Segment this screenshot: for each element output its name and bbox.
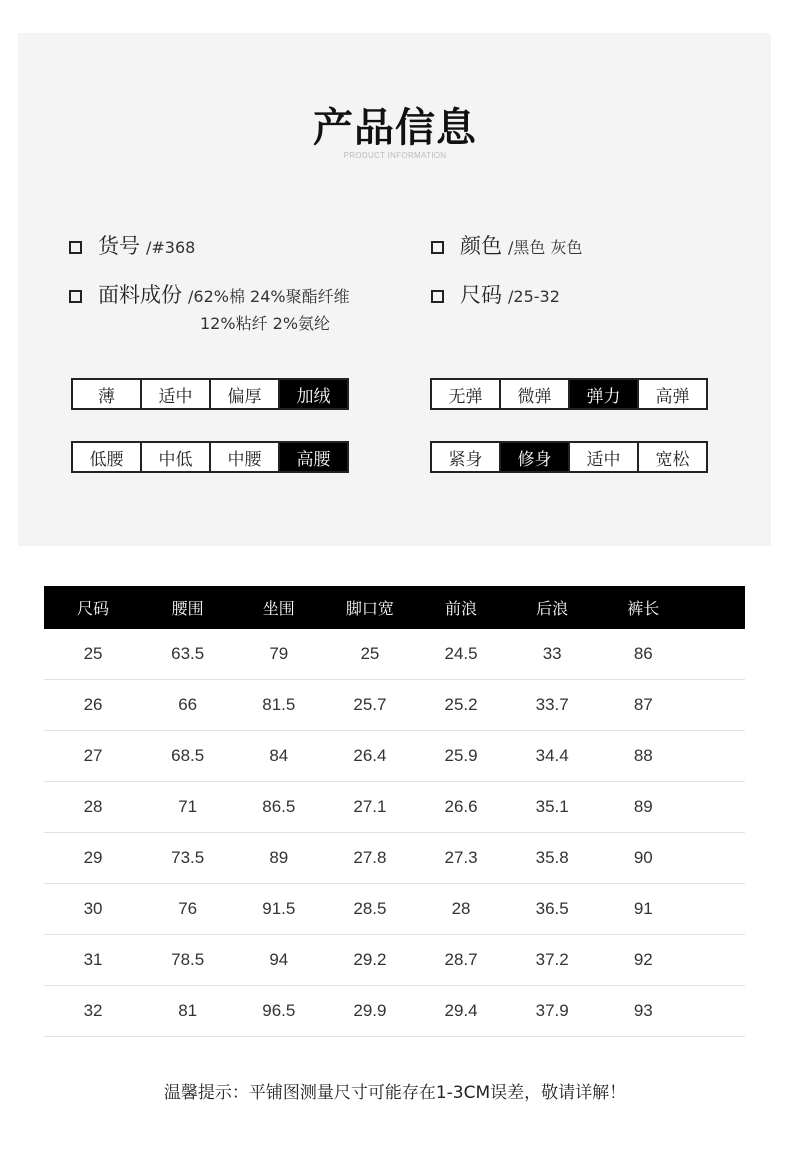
table-cell: 29.4 [416,986,507,1037]
table-cell: 89 [233,833,324,884]
table-cell: 78.5 [142,935,233,986]
table-cell: 28 [416,884,507,935]
table-cell-spacer [689,935,745,986]
table-row [44,833,745,884]
table-cell: 27.1 [324,782,415,833]
material-label: 面料成份 [98,283,182,307]
stretch-option: 无弹 [432,380,501,408]
table-cell: 34.4 [507,731,598,782]
color-label: 颜色 [460,234,502,258]
table-header-cell: 腰围 [142,586,233,629]
table-header-cell: 脚口宽 [324,586,415,629]
page-subtitle: PRODUCT INFORMATION [343,151,447,160]
item-no-field [69,230,195,260]
table-cell: 81 [142,986,233,1037]
size-label: 尺码 [460,283,502,307]
table-row [44,935,745,986]
table-cell: 26.6 [416,782,507,833]
table-row [44,731,745,782]
table-cell: 25 [324,629,415,680]
table-cell: 25.2 [416,680,507,731]
table-cell: 24.5 [416,629,507,680]
item-no-label: 货号 [98,234,140,258]
table-row [44,629,745,680]
table-cell: 29.9 [324,986,415,1037]
table-header-cell: 前浪 [416,586,507,629]
table-cell: 27.3 [416,833,507,884]
table-cell: 28.5 [324,884,415,935]
table-cell: 89 [598,782,689,833]
table-cell: 32 [44,986,142,1037]
table-cell: 35.1 [507,782,598,833]
thickness-option: 适中 [142,380,211,408]
fit-option: 修身 [501,443,570,471]
table-cell-spacer [689,680,745,731]
fit-selector [430,441,708,473]
stretch-option: 弹力 [570,380,639,408]
table-row [44,986,745,1037]
table-cell: 88 [598,731,689,782]
thickness-option: 偏厚 [211,380,280,408]
table-cell: 27.8 [324,833,415,884]
checkbox-icon [69,241,82,254]
table-cell: 26.4 [324,731,415,782]
table-cell: 25 [44,629,142,680]
table-cell: 68.5 [142,731,233,782]
table-cell: 86.5 [233,782,324,833]
table-cell: 36.5 [507,884,598,935]
table-row [44,680,745,731]
table-cell: 76 [142,884,233,935]
table-cell: 94 [233,935,324,986]
table-cell: 79 [233,629,324,680]
color-value: /黑色 灰色 [508,238,583,257]
table-cell: 91 [598,884,689,935]
size-chart-table [44,586,745,1037]
table-header-row [44,586,745,629]
table-cell: 91.5 [233,884,324,935]
table-header-cell: 坐围 [233,586,324,629]
size-field [431,279,560,309]
table-header-spacer [689,586,745,629]
table-cell: 31 [44,935,142,986]
table-cell: 25.9 [416,731,507,782]
table-row [44,782,745,833]
rise-selector [71,441,349,473]
table-cell: 66 [142,680,233,731]
material-field [69,279,350,309]
table-cell: 84 [233,731,324,782]
table-cell: 73.5 [142,833,233,884]
table-cell: 96.5 [233,986,324,1037]
stretch-option: 高弹 [639,380,706,408]
table-cell: 87 [598,680,689,731]
table-cell: 29 [44,833,142,884]
table-cell: 81.5 [233,680,324,731]
table-cell: 25.7 [324,680,415,731]
table-cell-spacer [689,731,745,782]
color-field [431,230,582,260]
table-cell: 37.2 [507,935,598,986]
checkbox-icon [69,290,82,303]
measurement-note: 温馨提示：平铺图测量尺寸可能存在1-3CM误差，敬请详解！ [163,1083,627,1103]
table-header-cell: 裤长 [598,586,689,629]
table-cell: 27 [44,731,142,782]
table-cell: 28 [44,782,142,833]
fit-option: 适中 [570,443,639,471]
thickness-option: 加绒 [280,380,347,408]
material-value: /62%棉 24%聚酯纤维 [188,287,350,306]
stretch-option: 微弹 [501,380,570,408]
thickness-option: 薄 [73,380,142,408]
table-cell: 28.7 [416,935,507,986]
table-cell: 30 [44,884,142,935]
table-cell: 26 [44,680,142,731]
item-no-value: /#368 [146,238,196,257]
table-header-cell: 后浪 [507,586,598,629]
page-title: 产品信息 [313,105,477,151]
thickness-selector [71,378,349,410]
table-cell-spacer [689,833,745,884]
table-cell-spacer [689,884,745,935]
rise-option: 中腰 [211,443,280,471]
table-cell: 33.7 [507,680,598,731]
table-cell-spacer [689,629,745,680]
material-value-line2: 12%粘纤 2%氨纶 [200,314,331,333]
table-cell-spacer [689,986,745,1037]
table-cell: 93 [598,986,689,1037]
checkbox-icon [431,290,444,303]
fit-option: 宽松 [639,443,706,471]
rise-option: 高腰 [280,443,347,471]
table-cell: 86 [598,629,689,680]
rise-option: 中低 [142,443,211,471]
checkbox-icon [431,241,444,254]
table-cell: 33 [507,629,598,680]
table-row [44,884,745,935]
size-value: /25-32 [508,287,560,306]
table-cell: 35.8 [507,833,598,884]
table-cell: 71 [142,782,233,833]
table-cell: 90 [598,833,689,884]
table-cell: 29.2 [324,935,415,986]
table-cell: 37.9 [507,986,598,1037]
rise-option: 低腰 [73,443,142,471]
table-cell: 92 [598,935,689,986]
table-cell-spacer [689,782,745,833]
stretch-selector [430,378,708,410]
table-cell: 63.5 [142,629,233,680]
fit-option: 紧身 [432,443,501,471]
table-header-cell: 尺码 [44,586,142,629]
